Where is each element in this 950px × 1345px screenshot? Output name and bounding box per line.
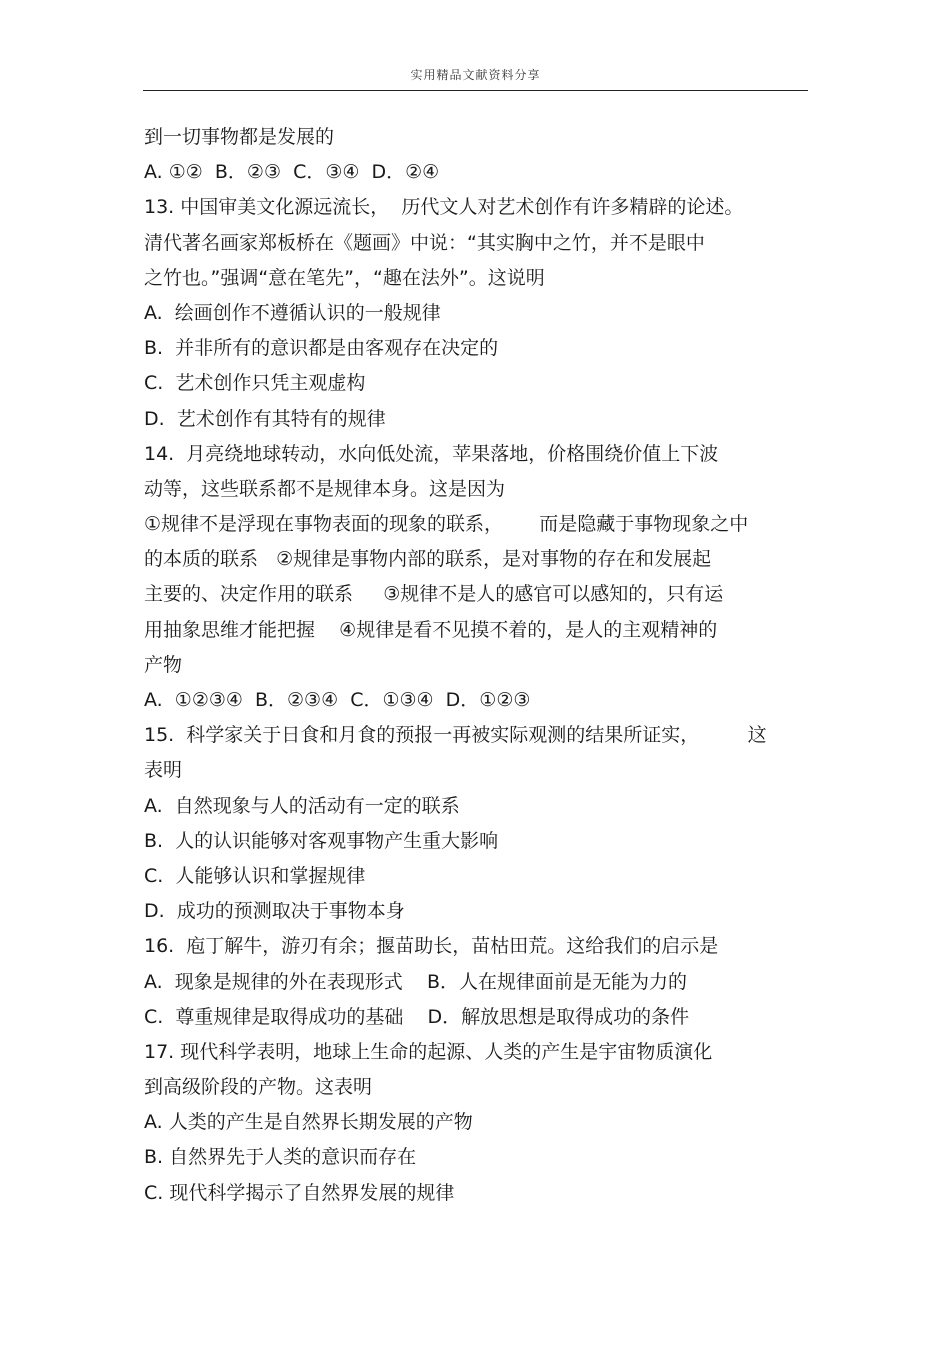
answer-options: A. ①② B．②③ C．③④ D．②④ <box>144 161 440 184</box>
document-body <box>144 120 816 1211</box>
option-c: C. 现代科学揭示了自然界发展的规律 <box>144 1181 455 1204</box>
option-a: A. 绘画创作不遵循认识的一般规律 <box>144 301 441 324</box>
question-13: 13. 中国审美文化源远流长， 历代文人对艺术创作有许多精辟的论述。 <box>144 196 744 219</box>
text-line: 动等，这些联系都不是规律本身。这是因为 <box>144 477 506 500</box>
text-line: 到一切事物都是发展的 <box>144 126 335 148</box>
text-line: 用抽象思维才能把握 ④规律是看不见摸不着的，是人的主观精神的 <box>144 618 718 641</box>
question-17: 17. 现代科学表明，地球上生命的起源、人类的产生是宇宙物质演化 <box>144 1040 713 1063</box>
answer-options: A. 现象是规律的外在表现形式 B．人在规律面前是无能为力的 <box>144 970 687 993</box>
option-b: B. 并非所有的意识都是由客观存在决定的 <box>144 337 499 360</box>
option-c: C. 人能够认识和掌握规律 <box>144 864 366 887</box>
question-14: 14. 月亮绕地球转动，水向低处流，苹果落地，价格围绕价值上下波 <box>144 442 719 465</box>
option-b: B. 人的认识能够对客观事物产生重大影响 <box>144 829 499 852</box>
option-c: C. 艺术创作只凭主观虚构 <box>144 372 366 395</box>
answer-options: C. 尊重规律是取得成功的基础 D．解放思想是取得成功的条件 <box>144 1005 690 1028</box>
text-line: 之竹也。”强调“意在笔先”，“趣在法外”。这说明 <box>144 266 545 289</box>
answer-options: A. ①②③④ B．②③④ C．①③④ D．①②③ <box>144 689 531 711</box>
text-line: 表明 <box>144 759 183 782</box>
option-a: A. 人类的产生是自然界长期发展的产物 <box>144 1111 473 1134</box>
text-line: 的本质的联系 ②规律是事物内部的联系，是对事物的存在和发展起 <box>144 548 712 571</box>
question-15: 15. 科学家关于日食和月食的预报一再被实际观测的结果所证实， 这 <box>144 724 767 747</box>
header-divider <box>143 90 808 91</box>
option-d: D. 成功的预测取决于事物本身 <box>144 900 405 923</box>
text-line: 清代著名画家郑板桥在《题画》中说：“其实胸中之竹，并不是眼中 <box>144 231 705 254</box>
page-header: 实用精品文献资料分享 <box>410 68 541 82</box>
text-line: 到高级阶段的产物。这表明 <box>144 1076 373 1099</box>
option-d: D. 艺术创作有其特有的规律 <box>144 407 386 430</box>
text-line: ①规律不是浮现在事物表面的现象的联系， 而是隐藏于事物现象之中 <box>144 513 749 536</box>
option-a: A. 自然现象与人的活动有一定的联系 <box>144 794 460 817</box>
question-16: 16. 庖丁解牛，游刃有余；揠苗助长，苗枯田荒。这给我们的启示是 <box>144 935 719 958</box>
text-line: 产物 <box>144 653 183 676</box>
option-b: B. 自然界先于人类的意识而存在 <box>144 1146 417 1169</box>
text-line: 主要的、决定作用的联系 ③规律不是人的感官可以感知的，只有运 <box>144 583 724 606</box>
